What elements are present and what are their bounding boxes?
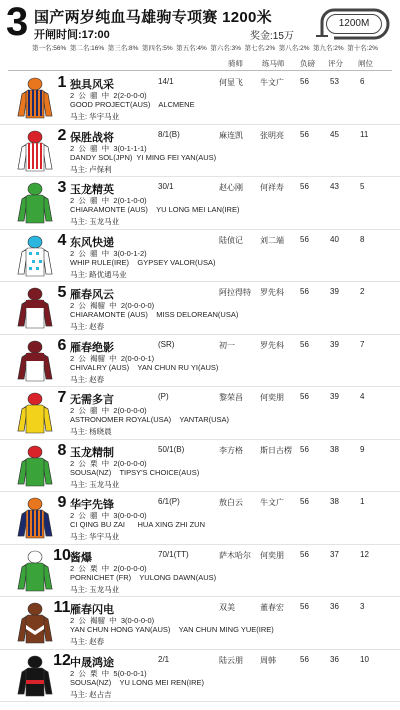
- trainer-name: 何奕朋: [260, 393, 284, 402]
- owner: 马主: 赵春: [70, 374, 105, 384]
- odds-rating: 8/1(B): [158, 129, 180, 139]
- owner: 马主: 赵春: [70, 322, 105, 331]
- trainer-name: 牛文广: [260, 498, 284, 507]
- jockey-silk-icon: [14, 234, 54, 278]
- weight: 56: [300, 234, 309, 244]
- jockey-name: 赵心刚: [219, 183, 243, 192]
- runner-row[interactable]: [0, 72, 400, 125]
- horse-name[interactable]: 雁春绝影: [70, 341, 114, 354]
- jockey-silk-icon: [14, 444, 54, 488]
- horse-info: 2 公 栗 中 5(0-0-0-1): [70, 668, 147, 678]
- runner-row[interactable]: [0, 597, 400, 650]
- col-score: 评分: [328, 59, 343, 68]
- horse-name[interactable]: 雁春风云: [70, 289, 114, 301]
- runner-row[interactable]: [0, 125, 400, 178]
- runner-number: 4: [57, 231, 67, 249]
- runner-row[interactable]: [0, 335, 400, 388]
- score: 36: [330, 602, 339, 611]
- jockey-name: 麻连凯: [219, 130, 243, 140]
- race-number: 3: [6, 0, 29, 44]
- pct-item: 第三名:8%: [107, 45, 139, 52]
- runner-number: 3: [57, 179, 67, 196]
- col-barrier: 闸位: [358, 59, 373, 68]
- trainer-name: 罗先科: [260, 288, 284, 297]
- pedigree: DANDY SOL(JPN) YI MING FEI YAN(AUS): [70, 152, 217, 162]
- barrier: 10: [360, 654, 369, 664]
- owner: 马主: 赵春: [70, 637, 105, 646]
- horse-info: 2 公 骝 中 3(0-0-0-0): [70, 511, 147, 520]
- owner: 马主: 华宇马业: [70, 532, 120, 541]
- pedigree: SOUSA(NZ) TIPSY'S CHOICE(AUS): [70, 467, 200, 477]
- owner: 马主: 赵占吉: [70, 689, 112, 699]
- trainer-name: 刘二端: [260, 235, 284, 245]
- weight: 56: [300, 549, 309, 559]
- barrier: 5: [360, 182, 365, 191]
- owner: 马主: 卢保利: [70, 164, 112, 174]
- pedigree: CHIVALRY (AUS) YAN CHUN RU YI(AUS): [70, 362, 219, 372]
- score: 39: [330, 339, 339, 349]
- col-weight: 负磅: [300, 59, 315, 68]
- col-jockey: 骑师: [228, 59, 243, 68]
- weight: 56: [300, 182, 309, 191]
- pedigree: CHIARAMONTE (AUS) MISS DELOREAN(USA): [70, 310, 239, 319]
- barrier: 9: [360, 444, 365, 454]
- score: 38: [330, 497, 339, 506]
- jockey-silk-icon: [14, 601, 54, 645]
- runner-number: 12: [53, 651, 71, 669]
- runner-row[interactable]: [0, 545, 400, 598]
- horse-info: 2 公 骝 中 2(2-0-0-0): [70, 91, 147, 100]
- jockey-silk-icon: [14, 496, 54, 540]
- jockey-name: 双美: [219, 603, 235, 612]
- runner-number: 5: [57, 284, 67, 301]
- pedigree: CI QING BU ZAI HUA XING ZHI ZUN: [70, 520, 206, 529]
- horse-name[interactable]: 无需多言: [70, 394, 114, 406]
- weight: 56: [300, 339, 309, 349]
- horse-name[interactable]: 玉龙精英: [70, 184, 114, 196]
- pct-item: 第七名:2%: [244, 45, 276, 52]
- horse-info: 2 公 骝 中 2(0-0-0-0): [70, 406, 147, 415]
- trainer-name: 周韩: [260, 655, 276, 665]
- jockey-silk-icon: [14, 129, 54, 173]
- pct-item: 第八名:2%: [278, 45, 310, 52]
- runner-row[interactable]: [0, 230, 400, 283]
- odds-rating: (SR): [158, 339, 175, 349]
- runner-list: [0, 72, 400, 702]
- odds-rating: (P): [158, 392, 169, 401]
- weight: 56: [300, 602, 309, 611]
- odds-rating: 6/1(P): [158, 497, 180, 506]
- score: 39: [330, 287, 339, 296]
- horse-name[interactable]: 东风快递: [70, 236, 114, 249]
- barrier: 8: [360, 234, 365, 244]
- owner: 马主: 玉龙马业: [70, 479, 120, 489]
- owner: 马主: 玉龙马业: [70, 217, 120, 226]
- col-trainer: 练马师: [262, 59, 285, 68]
- pct-item: 第五名:4%: [176, 45, 207, 52]
- horse-info: 2 公 褐骝 中 2(0-0-0-1): [70, 353, 155, 363]
- horse-name[interactable]: 中晟鸿途: [70, 656, 114, 669]
- jockey-silk-icon: [14, 286, 54, 330]
- pct-item: 第一名:56%: [32, 45, 67, 52]
- jockey-name: 初一: [219, 340, 235, 350]
- odds-rating: 2/1: [158, 654, 170, 664]
- odds-rating: 50/1(B): [158, 444, 185, 454]
- weight: 56: [300, 444, 309, 454]
- barrier: 11: [360, 129, 369, 139]
- owner: 马主: 杨晓晨: [70, 427, 112, 436]
- runner-row[interactable]: [0, 177, 400, 230]
- score: 43: [330, 182, 339, 191]
- horse-name[interactable]: 酱爆: [70, 551, 92, 564]
- weight: 56: [300, 77, 309, 86]
- weight: 56: [300, 654, 309, 664]
- horse-info: 2 公 骝 中 3(0-0-1-2): [70, 248, 147, 258]
- odds-rating: 30/1: [158, 182, 174, 191]
- runner-number: 11: [53, 599, 71, 616]
- barrier: 6: [360, 77, 365, 86]
- jockey-name: 陆云朋: [219, 655, 243, 665]
- trainer-name: 张明亮: [260, 130, 284, 140]
- horse-info: 2 公 骝 中 3(0-1-1-1): [70, 143, 147, 153]
- race-title: 国产两岁纯血马雄驹专项赛 1200米: [34, 9, 272, 26]
- runner-row[interactable]: [0, 387, 400, 440]
- pedigree: CHIARAMONTE (AUS) YU LONG MEI LAN(IRE): [70, 205, 240, 214]
- divider: [8, 70, 392, 71]
- pct-item: 第九名:2%: [313, 45, 344, 52]
- jockey-silk-icon: [14, 391, 54, 435]
- horse-name[interactable]: 玉龙精制: [70, 446, 114, 459]
- jockey-name: 李方格: [219, 445, 243, 455]
- track-icon: [312, 6, 394, 40]
- score: 38: [330, 444, 339, 454]
- runner-row[interactable]: [0, 440, 400, 493]
- score: 39: [330, 392, 339, 401]
- runner-row[interactable]: [0, 282, 400, 335]
- barrier: 2: [360, 287, 365, 296]
- pedigree: SOUSA(NZ) YU LONG MEI REN(IRE): [70, 677, 205, 687]
- pedigree: ASTRONOMER ROYAL(USA) YANTAR(USA): [70, 415, 230, 424]
- weight: 56: [300, 392, 309, 401]
- pct-item: 第六名:3%: [210, 45, 242, 52]
- barrier: 3: [360, 602, 365, 611]
- owner: 马主: 路优通马业: [70, 269, 127, 279]
- pct-item: 第十名:2%: [347, 45, 378, 52]
- pedigree: YAN CHUN HONG YAN(AUS) YAN CHUN MING YUE(IRE): [70, 625, 274, 634]
- trainer-name: 罗先科: [260, 340, 284, 350]
- horse-name[interactable]: 雁春闪电: [70, 604, 114, 616]
- trainer-name: 董春宏: [260, 603, 284, 612]
- jockey-name: 阿拉得特: [219, 288, 251, 297]
- horse-info: 2 公 栗 中 2(0-0-0-0): [70, 458, 147, 468]
- pct-item: 第四名:5%: [141, 45, 173, 52]
- odds-rating: 70/1(TT): [158, 549, 189, 559]
- runner-number: 1: [57, 74, 67, 91]
- horse-info: 2 公 栗 中 2(0-0-0-0): [70, 563, 147, 573]
- jockey-name: 敖白云: [219, 498, 243, 507]
- prize-money: 奖金:15万: [250, 31, 294, 42]
- jockey-silk-icon: [14, 339, 54, 383]
- barrier: 7: [360, 339, 365, 349]
- jockey-silk-icon: [14, 549, 54, 593]
- jockey-name: 陆侦记: [219, 235, 243, 245]
- barrier: 4: [360, 392, 365, 401]
- pedigree: GOOD PROJECT(AUS) ALCMENE: [70, 100, 195, 109]
- horse-info: 2 公 骝 中 2(0-1-0-0): [70, 196, 147, 205]
- score: 36: [330, 654, 339, 664]
- horse-info: 2 公 褐骝 中 3(0-0-0-0): [70, 616, 155, 625]
- placing-percentages: [0, 43, 400, 55]
- jockey-name: 何显飞: [219, 78, 243, 87]
- weight: 56: [300, 129, 309, 139]
- jockey-silk-icon: [14, 654, 54, 698]
- horse-name[interactable]: 保胜战将: [70, 131, 114, 144]
- start-time: 开闸时间:17:00: [34, 29, 110, 41]
- runner-number: 7: [57, 389, 67, 406]
- score: 37: [330, 549, 339, 559]
- jockey-silk-icon: [14, 181, 54, 225]
- pedigree: WHIP RULE(IRE) GYPSEY VALOR(USA): [70, 257, 216, 267]
- weight: 56: [300, 497, 309, 506]
- runner-row[interactable]: [0, 650, 400, 703]
- jockey-silk-icon: [14, 76, 54, 120]
- trainer-name: 何奕朋: [260, 550, 284, 560]
- horse-name[interactable]: 独具风采: [70, 79, 114, 91]
- odds-rating: 14/1: [158, 77, 174, 86]
- runner-row[interactable]: [0, 492, 400, 545]
- trainer-name: 斯日古楞: [260, 445, 292, 455]
- score: 45: [330, 129, 339, 139]
- horse-name[interactable]: 华宇先锋: [70, 499, 114, 511]
- jockey-name: 黎荣昌: [219, 393, 243, 402]
- runner-number: 8: [57, 441, 67, 459]
- pedigree: PORNICHET (FR) YULONG DAWN(AUS): [70, 572, 217, 582]
- score: 53: [330, 77, 339, 86]
- trainer-name: 牛文广: [260, 78, 284, 87]
- owner: 马主: 玉龙马业: [70, 584, 120, 594]
- race-header: [0, 0, 400, 56]
- horse-info: 2 公 褐骝 中 2(0-0-0-0): [70, 301, 155, 310]
- runner-number: 2: [57, 126, 67, 144]
- owner: 马主: 华宇马业: [70, 112, 120, 121]
- barrier: 12: [360, 549, 369, 559]
- runner-number: 6: [57, 336, 67, 354]
- weight: 56: [300, 287, 309, 296]
- trainer-name: 何祥寿: [260, 183, 284, 192]
- runner-number: 10: [53, 546, 71, 564]
- jockey-name: 萨木哈尔: [219, 550, 251, 560]
- score: 40: [330, 234, 339, 244]
- runner-number: 9: [57, 494, 67, 511]
- barrier: 1: [360, 497, 365, 506]
- pct-item: 第二名:16%: [69, 45, 105, 52]
- distance-badge: 1200M: [326, 14, 382, 34]
